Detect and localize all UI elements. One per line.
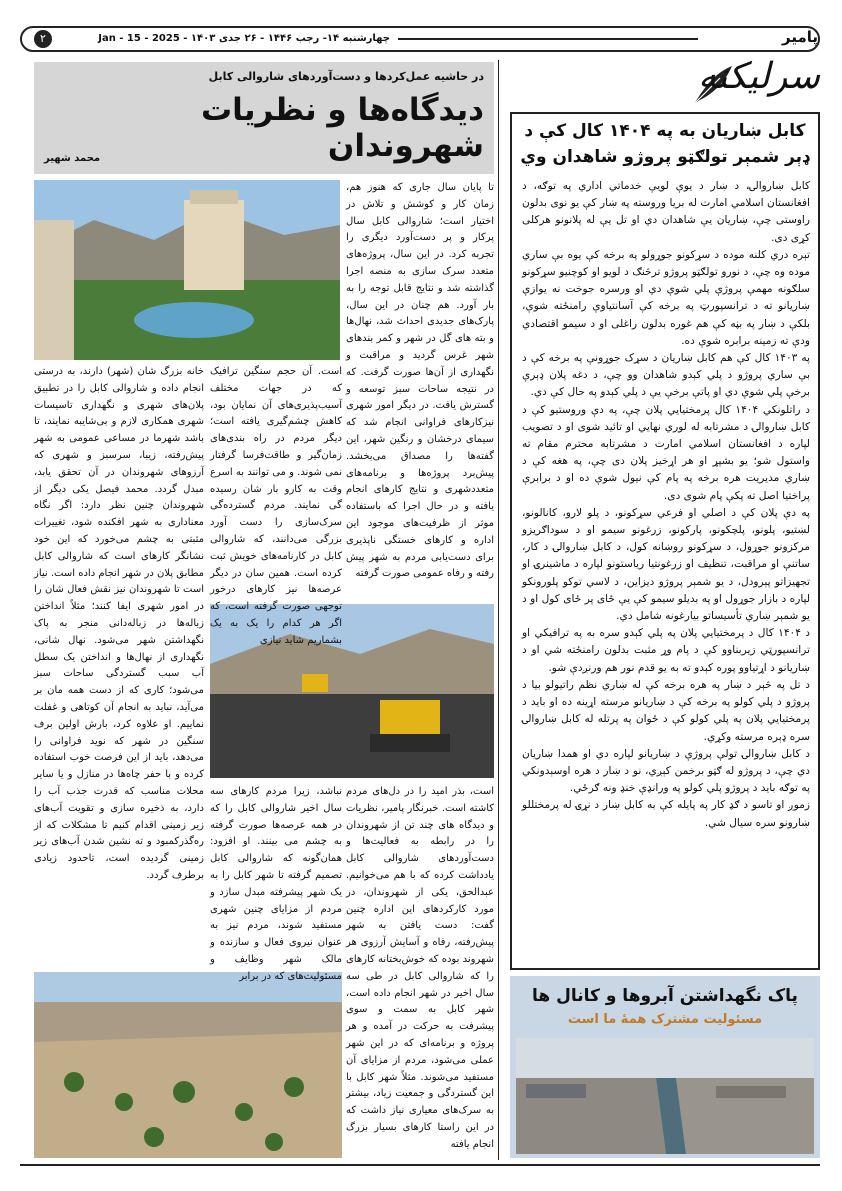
- column-divider: [498, 60, 499, 1160]
- editorial-paragraph: د راتلونکي ۱۴۰۴ کال پرمختیايي پلان چې، په دې وروستیو کې د کابل ښاروالۍ د مشرتابه له لوري نهايي او تائید شوی او د تصویب لپاره د افغانستان اسلامي امارت د مشرتابه محترم مقام ته واستول شو؛ یو بشپړ او هر اړخیز پلان دی چې، په هغه کې د ښاري مدیریت هره برخه په پام کې نیول شوې ده او د برابرې پراختیا اصل ته پکې پام شوی دی.: [522, 403, 810, 502]
- editorial-paragraph: په دې پلان کې د اصلي او فرعي سړکونو، د پلو لارو، کانالونو، لښتیو، پلونو، پلچکونو، پارکونو، زرغونو سیمو او د سوداګریزو مرکزونو جوړول، د سړکونو روښانه کول، د کابل ښاروالۍ د کار، ساتنې او مراقبت، تنظیف او زرغونتیا ریاستونو لپاره د ماشینرۍ او تجهیزاتو پېرودل، د یو شمېر پروژو دیزاین، د لاسي توکو پلورونکو لپاره د بازار جوړول او په بدیلو سیمو کې یې ځای پر ځای کول او د یو شمېر ښاري تأسیساتو بیارغونه شامل دي.: [522, 506, 810, 623]
- editorial-paragraph: د کابل ښاروالۍ تولې پروژې د ښاریانو لپاره دي او همدا ښاریان دي چې، د پروژو له ګټو برخمن کېږي، نو د ښار د هره اوسېدونکي په توګه باید د پروژو پلي کولو په ورانډې خنډ ونه ګرځي.: [522, 747, 810, 795]
- canal-photo: [516, 1038, 814, 1154]
- editorial-paragraph: د ۱۴۰۴ کال د پرمختیايي پلان په پلي کېدو سره به په ترافیکي او ترانسپورټي زیربناوو کې د پام وړ مثبت بدلون رامنځته شي او د ښاریانو د اړتیاوو پوره کېدو ته به یو قدم نور هم ورنږدې شو.: [522, 627, 810, 674]
- editorial-paragraph: تېره دري کلنه موده د سړکونو جوړولو په برخه کې یوه بې ساري موده وه چې، د نورو تولګټو پروژو ترڅنګ د لویو او کوچنیو سړکونو سلګونه مهمې پروژې پلي شوې دي او ورسره جوخت نه یوازې ښاریانو ته د ترانسپورټ په برخه کې آسانتیاوې رامنځته شوې، بلکې د ښار په بڼه کې هم غوره بدلون راغلی او د سیمو اقتصادي ودې ته زمینه برابره شوې ده.: [522, 248, 810, 347]
- column-logo: سرلیکنه: [698, 56, 820, 97]
- editorial-title: کابل ښاریان به په ۱۴۰۴ کال کې د ډېر شمېر تولګټو پروژو شاهدان وي: [520, 121, 810, 167]
- article-column-a: [346, 180, 494, 600]
- ad-title: پاک نگهداشتن آبروها و کانال ها: [532, 986, 798, 1006]
- editorial-paragraph: زموږ او تاسو د ګډ کار په پایله کې به کابل ښار د نړۍ له پرمختللو ښارونو سره سیال شي.: [522, 799, 810, 829]
- article-text: خانه بزرگ شان (شهر) دارند، به درستی انجام داده و شاروالی کابل را در تطبیق پلان‌های شهری و نگهداری تاسیسات شهری همکاری لازم و بی‌شایبه نمایند، تا باشد شهرما در مساعی عمومی به شهر پیش‌رفته، زیبا، سرسبز و شهری که آرزوهای شهروندان در آن تحقق یابد، مبدل گردد. محمد فیصل یکی دیگر از شهروندان چنین نظر دارد: اگر نگاه معنا‌داری به شهر افکنده شود، تغییرات مثبتی به چشم می‌خورد که این خود نشانگر کارهای است که شاروالی کابل مطابق پلان در شهر انجام داده است. نیاز است تا شهروندان نیز نقش فعال شان را در امور شهری ایفا کنند؛ مثلاً انداختن زباله‌ها در زباله‌دانی منجر به پاک نگهداشتن شهر می‌شود. نهال شانی، نگهداری از نهال‌ها و انداختن یک سطل آب سبب گستردگی ساحات سبز می‌شود؛ کاری که از دست همه مان بر می‌آید، نباید به انجام آن کوتاهی و غفلت نماییم. او علاوه کرد، بارش اولین برف سنگین در شهر که نوید فراوانی را می‌دهد، باید از این فرصت خوب استفاده کرده و با حفر چاه‌ها در منازل و یا سایر محلات مناسب که قدرت جذب آب را دارد، به ذخیره سازی و تقویت آب‌های زیر زمینی اقدام کنیم تا مشکلات که از ره‌گذرکمبود و ته نشین شدن آب‌های زیر زمینی گردیده است، تاحدود زیادی برطرف گردد.: [34, 366, 204, 881]
- hillside-trees-photo: [34, 972, 342, 1158]
- footer-rule: [20, 1164, 820, 1166]
- editorial-paragraph: په ۱۴۰۳ کال کې هم کابل ښاریان د سړک جوړونې په برخه کې د بې ساري پروژو د پلي کېدو شاهدان وو چې، د دغه پلان ډېرې برخې پلي شوې دي او پاتې برخې یې د پلي کېدو په حال کې دي.: [522, 352, 810, 399]
- byline: محمد شهیر: [44, 153, 101, 164]
- dateline: چهارشنبه ۱۴- رجب ۱۴۴۶ - ۲۶ جدی ۱۴۰۳ - Jan - 15 - 2025: [98, 33, 390, 44]
- editorial-paragraph: د تل په څېر د ښار په هره برخه کې له ښاري نظم راتیولو بیا د پروژو د پلي کولو په برخه کې د ښاریانو مرسته اړینه ده او باید د پرمختیايي پلان په پلي کولو کې د ځوان په پرتله له کابل ښاروالۍ سره ډېره مرسته وکړي.: [522, 678, 810, 743]
- article-text: نباشد، زیرا مردم کارهای سه سال اخیر شاروالی کابل را که در همه عرصه‌ها صورت گرفته به چشم می بینند. او افزود: همان‌گونه که شاروالی کابل تصمیم گرفته تا شهر کابل را به یک شهر پیشرفته مبدل سازد و مردم از مزایای چنین شهری مستفید شوند، مردم نیز به عنوان نیروی فعال و سازنده و مالک شهر وظایف و مسئولیت‌های که در برابر: [210, 786, 342, 982]
- article-text: تا پایان سال جاری که هنوز هم، زمان کار و کوشش و تلاش در اختیار است؛ شاروالی کابل سال پرکار و پر دست‌آورد دیگری را تجربه کرد. در این سال، پروژه‌های متعدد سرک سازی به منصه اجرا گذاشته شد و نتایج قابل توجه را به بار آورد. هم چنان در این سال، پارک‌های جدیدی احداث شد، نهال‌ها و بته های گل در شهر و کمر بندهای شهر غرس گردید و مراقبت و نگهداری از آن‌ها صورت گرفت. که در نتیجه ساحات سبز توسعه و گسترش یافت. در دیگر امور شهری نیزکارهای فراوانی انجام شد که سیمای درخشان و رنگین شهر، این گفته‌ها را مصداق می‌بخشد. پیش‌برد پروژه‌ها و برنامه‌های متعددشهری و نتایج کارهای انجام یافته و در حال اجرا که باستفاده موثر از ظرفیت‌های موجود این اداره و کارهای خستگی ناپذیری برای دست‌یابی مردم به شهر پیش رفته و رفاه عمومی صورت گرفته: [346, 182, 494, 580]
- editorial-paragraph: کابل ښاروالۍ، د ښار د یوې لویې خدماتي اداري په توګه، د افغانستان اسلامي امارت له بریا وروسته په ښار کې یو نوی بدلون راوستی چې، ښاریان یې شاهدان دي او تل یې له پلانونو هرکلی کړی دی.: [522, 180, 810, 244]
- article-column-b: [210, 364, 342, 646]
- article-column-c: [34, 364, 204, 966]
- header-rule: [398, 38, 698, 40]
- article-text: است. آن حجم سنگین ترافیک که در جهات مختلف آسیب‌پذیری‌های آن نمایان بود، کاهش چشم‌گیری یافته است؛ دیگر مردم در راه بندی‌های زمان‌گیر و طاقت‌فرسا گرفتار نمی شوند. و می توانند به اسرع وقت به کارو بار شان رسیده گی نمایند. مردم گسترده‌گی سرک‌سازی را دست آورد بزرگی می‌دانند، که شاروالی کابل در کارنامه‌های خویش ثبت کرده است. همین سان در دیگر عرصه‌ها نیز کارهای درخور توجهی صورت گرفته است، که اگر هر کدام را یک به یک بشماریم شاید نیازی: [210, 366, 342, 646]
- article-column-e: [210, 784, 342, 982]
- brand-name: پامیر: [781, 28, 818, 46]
- headline: دیدگاه‌ها و نظریات شهروندان: [201, 92, 484, 164]
- page-number: ۲: [34, 30, 52, 48]
- article-column-d: [346, 784, 494, 1160]
- kicker: در حاشیه عمل‌کردها و دست‌آوردهای شاروالی کابل: [208, 70, 484, 83]
- editorial-body: [522, 178, 810, 964]
- ad-subtitle: مسئولیت مشترک همهٔ ما است: [567, 1012, 763, 1027]
- park-photo: [34, 180, 340, 360]
- article-text: است، بذر امید را در دل‌های مردم کاشته است. خبرنگار پامیر، نظریات و دیدگاه های چند تن از شهروندان را در رابطه به فعالیت‌ها و دست‌آوردهای شاروالی کابل یادداشت کرده که با هم می‌خوانیم. عبدالحق، یکی از شهروندان، در مورد کارکردهای این اداره چنین گفت: دست یافتن به شهر پیش‌رفته، رفاه و آسایش آرزوی هر شهروند بوده که خوش‌بختانه کارهای را که شاروالی کابل در طی سه سال اخیر در شهر انجام داده است، شهر کابل به سمت و سوی پیشرفت به حرکت در آمده و هر پروژه و برنامه‌ای که در این شهر عملی می‌شود، مردم از مزایای آن مستفید می‌شوند. مثلاً شهر کابل با این گستردگی و جمعیت زیاد، بیشتر به سرک‌های معیاری نیاز داشت که در این راستا کارهای بسیار بزرگ انجام یافته: [346, 786, 494, 1150]
